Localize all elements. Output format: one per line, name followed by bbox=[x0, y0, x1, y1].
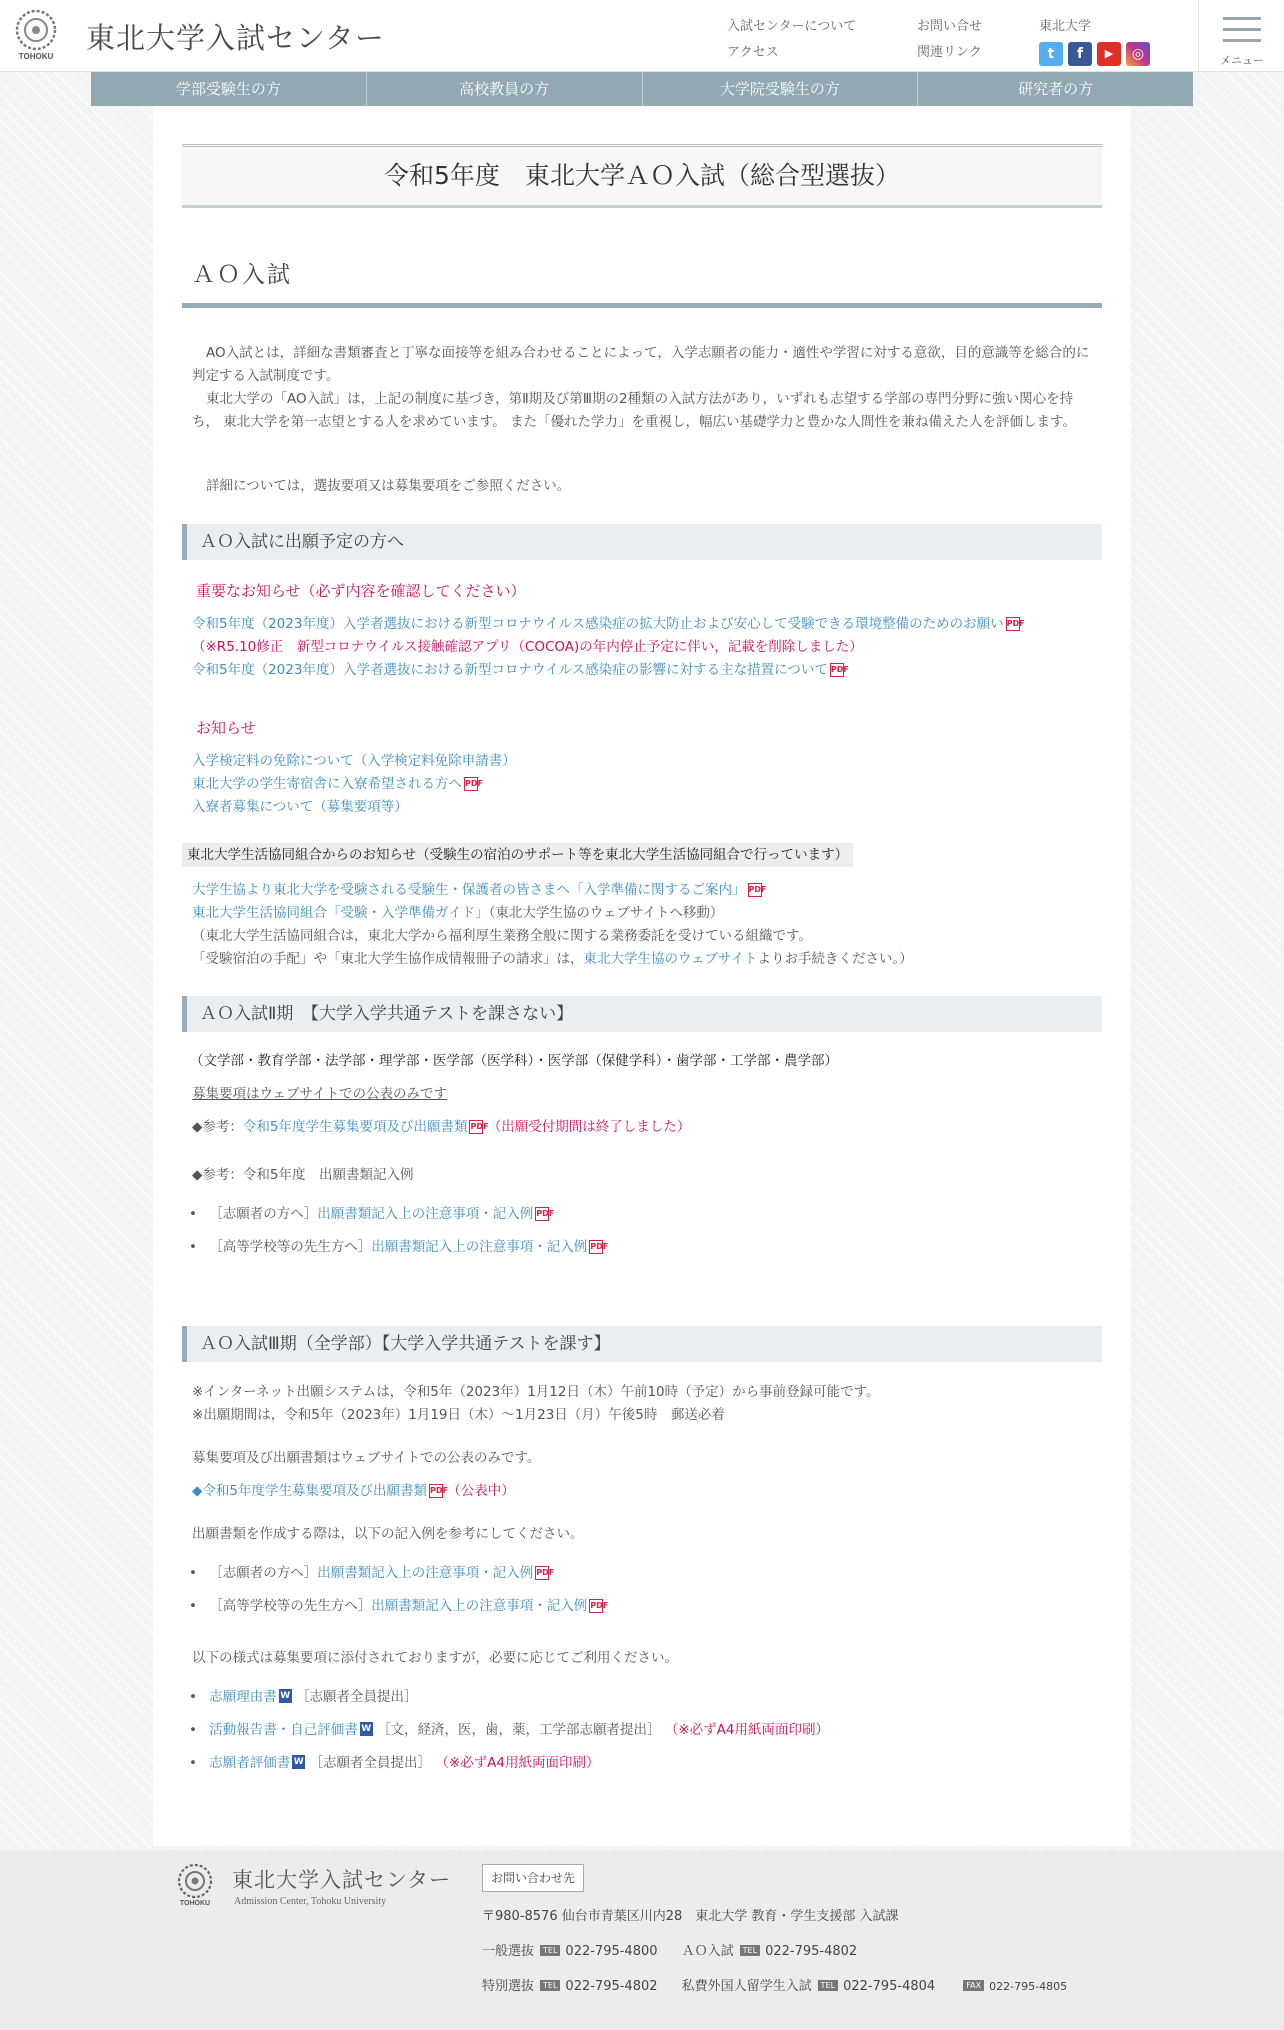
pdf-icon: PDF bbox=[748, 883, 762, 897]
nav-undergrad-applicants[interactable]: 学部受験生の方 bbox=[91, 72, 367, 106]
coop-notice-label: 東北大学生活協同組合からのお知らせ（受験生の宿泊のサポート等を東北大学生活協同組合で行っています） bbox=[182, 843, 853, 867]
ao3-note-1: ※インターネット出願システムは，令和5年（2023年）1月12日（木）午前10時（予定）から事前登録可能です。 bbox=[192, 1384, 880, 1400]
ao3-published-status: （公表中） bbox=[447, 1483, 515, 1499]
form-3-row bbox=[189, 1752, 600, 1775]
ao3-b2-prefix: ［高等学校等の先生方へ］ bbox=[209, 1598, 372, 1614]
important-link-2-row bbox=[192, 659, 849, 682]
heading-text: ＡＯ入試 bbox=[192, 262, 292, 288]
ao2-closed-status: （出願受付期間は終了しました） bbox=[487, 1119, 691, 1135]
intl-fax: 022-795-4805 bbox=[989, 1980, 1068, 1993]
ao3-teacher-example-row bbox=[189, 1595, 609, 1618]
section-ao2-heading: ＡＯ入試Ⅱ期 【大学入学共通テストを課さない】 bbox=[182, 996, 1102, 1032]
coop-link-2-note: （東北大学生協のウェブサイトへ移動） bbox=[488, 905, 724, 921]
footer-tel-row-1 bbox=[482, 1940, 857, 1959]
pdf-icon: PDF bbox=[589, 1240, 603, 1254]
coop-link-2-row bbox=[192, 902, 723, 925]
word-icon: W bbox=[280, 1691, 291, 1701]
main-content bbox=[153, 106, 1131, 1846]
ao2-applicant-example-link[interactable]: 出願書類記入上の注意事項・記入例 bbox=[317, 1206, 534, 1222]
dorm-recruit-row bbox=[192, 796, 408, 819]
special-label: 特別選抜 bbox=[482, 1979, 535, 1994]
intro-text-3: 詳細については，選抜要項又は募集要項をご参照ください。 bbox=[206, 478, 571, 494]
form-1-note: ［志願者全員提出］ bbox=[296, 1689, 418, 1705]
coop-website-link[interactable]: 東北大学生協のウェブサイト bbox=[583, 951, 758, 967]
ao2-ref1-label: ◆参考： bbox=[192, 1119, 243, 1135]
word-icon: W bbox=[293, 1757, 304, 1767]
intro-paragraph bbox=[182, 342, 1102, 434]
instagram-icon[interactable]: ◎ bbox=[1126, 42, 1150, 66]
pdf-icon: PDF bbox=[1006, 617, 1020, 631]
ao2-teacher-example-link[interactable]: 出願書類記入上の注意事項・記入例 bbox=[371, 1239, 588, 1255]
pdf-icon: PDF bbox=[535, 1566, 549, 1580]
pdf-icon: PDF bbox=[830, 663, 844, 677]
ao2-applicant-example-row bbox=[189, 1203, 555, 1226]
fax-icon: FAX bbox=[963, 1980, 984, 1991]
related-links-link[interactable]: 関連リンク bbox=[917, 45, 982, 60]
nav-graduate-applicants[interactable]: 大学院受験生の方 bbox=[643, 72, 919, 106]
twitter-icon[interactable]: t bbox=[1039, 42, 1063, 66]
menu-button[interactable] bbox=[1198, 0, 1284, 72]
ao2-ref1-row bbox=[192, 1116, 690, 1139]
ao3-applicant-example-link[interactable]: 出願書類記入上の注意事項・記入例 bbox=[317, 1565, 534, 1581]
access-link[interactable]: アクセス bbox=[727, 45, 779, 60]
covid-request-link[interactable]: 令和5年度（2023年度）入学者選抜における新型コロナウイルス感染症の拡大防止および安心して受験できる環境整備のためのお願い bbox=[192, 616, 1004, 632]
section-ao3-heading: ＡＯ入試Ⅲ期（全学部）【大学入学共通テストを課す】 bbox=[182, 1326, 1102, 1362]
youtube-icon[interactable]: ▶ bbox=[1097, 42, 1121, 66]
form-2-row bbox=[189, 1719, 829, 1742]
coop-prep-guide-link[interactable]: 東北大学生活協同組合「受験・入学準備ガイド」 bbox=[192, 905, 489, 921]
logo-text: TOHOKU bbox=[18, 52, 54, 61]
tel-icon: TEL bbox=[540, 1980, 560, 1991]
important-note: （※R5.10修正 新型コロナウイルス接触確認アプリ（COCOA)の年内停止予定に伴い，記載を削除しました） bbox=[192, 639, 863, 655]
main-nav bbox=[91, 72, 1193, 106]
form-1-row bbox=[189, 1686, 418, 1709]
fee-waiver-row bbox=[192, 750, 516, 773]
general-label: 一般選抜 bbox=[482, 1944, 535, 1959]
coop-guide-link[interactable]: 大学生協より東北大学を受験される受験生・保護者の皆さまへ「入学準備に関するご案内」 bbox=[192, 882, 746, 898]
hamburger-icon bbox=[1223, 17, 1261, 20]
ao3-teacher-example-link[interactable]: 出願書類記入上の注意事項・記入例 bbox=[371, 1598, 588, 1614]
word-icon: W bbox=[361, 1724, 372, 1734]
form-2-note: ［文，経済，医，歯，薬，工学部志願者提出］ bbox=[377, 1722, 661, 1738]
page-title: 令和5年度 東北大学ＡＯ入試（総合型選抜） bbox=[384, 161, 900, 190]
form-3-note: ［志願者全員提出］ bbox=[309, 1755, 432, 1771]
ao3-guide-row bbox=[192, 1480, 515, 1503]
footer-logo-text: TOHOKU bbox=[179, 1900, 211, 1907]
general-tel: 022-795-4800 bbox=[565, 1944, 658, 1959]
ao-tel: 022-795-4802 bbox=[765, 1944, 858, 1959]
site-footer bbox=[0, 1850, 1284, 2030]
special-tel: 022-795-4802 bbox=[565, 1979, 658, 1994]
form-2-red-note: （※必ずA4用紙両面印刷） bbox=[664, 1722, 829, 1738]
pdf-icon: PDF bbox=[589, 1599, 603, 1613]
tel-icon: TEL bbox=[540, 1945, 560, 1956]
activity-report-link[interactable]: 活動報告書・自己評価書 bbox=[209, 1722, 358, 1738]
notice-heading: お知らせ bbox=[196, 719, 256, 737]
tohoku-emblem-logo[interactable] bbox=[14, 8, 58, 64]
ao2-guide-link[interactable]: 令和5年度学生募集要項及び出願書類 bbox=[242, 1119, 468, 1135]
ao3-note-2: ※出願期間は，令和5年（2023年）1月19日（木）～1月23日（月）午後5時 郵送必着 bbox=[192, 1407, 725, 1423]
important-link-1-row bbox=[192, 613, 1025, 636]
tohoku-univ-link[interactable]: 東北大学 bbox=[1039, 19, 1092, 34]
tel-icon: TEL bbox=[740, 1945, 760, 1956]
footer-tel-row-2 bbox=[482, 1975, 1067, 1994]
ao3-example-intro: 出願書類を作成する際は，以下の記入例を参考にしてください。 bbox=[192, 1526, 584, 1542]
contact-info-button[interactable]: お問い合わせ先 bbox=[482, 1864, 584, 1892]
section-heading bbox=[182, 236, 1102, 308]
footer-emblem-logo[interactable] bbox=[176, 1862, 214, 1912]
form-3-red-note: （※必ずA4用紙両面印刷） bbox=[435, 1755, 600, 1771]
tel-icon: TEL bbox=[818, 1980, 838, 1991]
coop-note-2a: 「受験宿泊の手配」や「東北大学生協作成情報冊子の請求」は， bbox=[192, 951, 584, 967]
pdf-icon: PDF bbox=[429, 1484, 443, 1498]
intl-label: 私費外国人留学生入試 bbox=[681, 1979, 812, 1994]
page-title-box bbox=[182, 144, 1102, 208]
pdf-icon: PDF bbox=[469, 1120, 483, 1134]
fee-waiver-link[interactable]: 入学検定料の免除について（入学検定料免除申請書） bbox=[192, 753, 516, 769]
ao2-faculties: （文学部・教育学部・法学部・理学部・医学部（医学科）・医学部（保健学科）・歯学部・工学部・農学部） bbox=[190, 1053, 838, 1069]
intro-text-2: 東北大学の「AO入試」は，上記の制度に基づき，第Ⅱ期及び第Ⅲ期の2種類の入試方法があり，いずれも志望する学部の専門分野に強い関心を持ち， 東北大学を第一志望とする人を求めています。 また「優れた学力」を重視し，幅広い基礎学力と豊かな人間性を兼ね備えた人を評価します。 bbox=[192, 391, 1076, 430]
pdf-icon: PDF bbox=[535, 1207, 549, 1221]
footer-title: 東北大学入試センター bbox=[232, 1868, 452, 1892]
nav-researchers[interactable]: 研究者の方 bbox=[1018, 80, 1094, 98]
ao3-web-only: 募集要項及び出願書類はウェブサイトでの公表のみです。 bbox=[192, 1450, 541, 1466]
dormitory-link[interactable]: 東北大学の学生寄宿舎に入寮希望される方へ bbox=[192, 776, 462, 792]
coop-link-1-row bbox=[192, 879, 767, 902]
ao3-forms-intro: 以下の様式は募集要項に添付されておりますが，必要に応じてご利用ください。 bbox=[192, 1650, 678, 1666]
menu-label: メニュー bbox=[1220, 54, 1264, 67]
footer-subtitle: Admission Center, Tohoku University bbox=[234, 1896, 387, 1907]
ao2-b2-prefix: ［高等学校等の先生方へ］ bbox=[209, 1239, 372, 1255]
coop-note-2b: よりお手続きください。） bbox=[757, 951, 913, 967]
intro-text-1: AO入試とは，詳細な書類審査と丁寧な面接等を組み合わせることによって，入学志願者の能力・適性や学習に対する意欲，目的意識等を総合的に判定する入試制度です。 bbox=[192, 345, 1090, 384]
ao2-b1-prefix: ［志願者の方へ］ bbox=[209, 1206, 318, 1222]
dorm-recruit-link[interactable]: 入寮者募集について（募集要項等） bbox=[192, 799, 408, 815]
site-title[interactable]: 東北大学入試センター bbox=[86, 21, 385, 55]
coop-note-1: （東北大学生活協同組合は，東北大学から福利厚生業務全般に関する業務委託を受けている組織です。 bbox=[192, 928, 812, 944]
ao2-ref2-label: ◆参考：令和5年度 出願書類記入例 bbox=[192, 1167, 414, 1183]
covid-measures-link[interactable]: 令和5年度（2023年度）入学者選抜における新型コロナウイルス感染症の影響に対する主な措置について bbox=[192, 662, 828, 678]
nav-high-school-teachers[interactable]: 高校教員の方 bbox=[367, 72, 643, 106]
footer-address: 〒980-8576 仙台市青葉区川内28 東北大学 教育・学生支援部 入試課 bbox=[482, 1909, 899, 1924]
ao-label: ＡＯ入試 bbox=[681, 1944, 734, 1959]
coop-note-2-row bbox=[192, 948, 913, 971]
section-applicants-heading: ＡＯ入試に出願予定の方へ bbox=[182, 524, 1102, 560]
contact-link[interactable]: お問い合せ bbox=[917, 19, 983, 34]
about-link[interactable]: 入試センターについて bbox=[727, 19, 857, 34]
ao3-b1-prefix: ［志願者の方へ］ bbox=[209, 1565, 318, 1581]
reason-statement-link[interactable]: 志願理由書 bbox=[209, 1689, 277, 1705]
ao2-web-only: 募集要項はウェブサイトでの公表のみです bbox=[192, 1086, 448, 1102]
ao3-guide-link[interactable]: ◆令和5年度学生募集要項及び出願書類 bbox=[192, 1483, 427, 1499]
evaluation-form-link[interactable]: 志願者評価書 bbox=[209, 1755, 291, 1771]
facebook-icon[interactable]: f bbox=[1068, 42, 1092, 66]
ao2-teacher-example-row bbox=[189, 1236, 609, 1259]
important-notice-heading: 重要なお知らせ（必ず内容を確認してください） bbox=[196, 582, 526, 600]
intl-tel: 022-795-4804 bbox=[843, 1979, 936, 1994]
ao3-applicant-example-row bbox=[189, 1562, 555, 1585]
pdf-icon: PDF bbox=[464, 777, 478, 791]
site-header bbox=[0, 0, 1284, 72]
dormitory-row bbox=[192, 773, 483, 796]
